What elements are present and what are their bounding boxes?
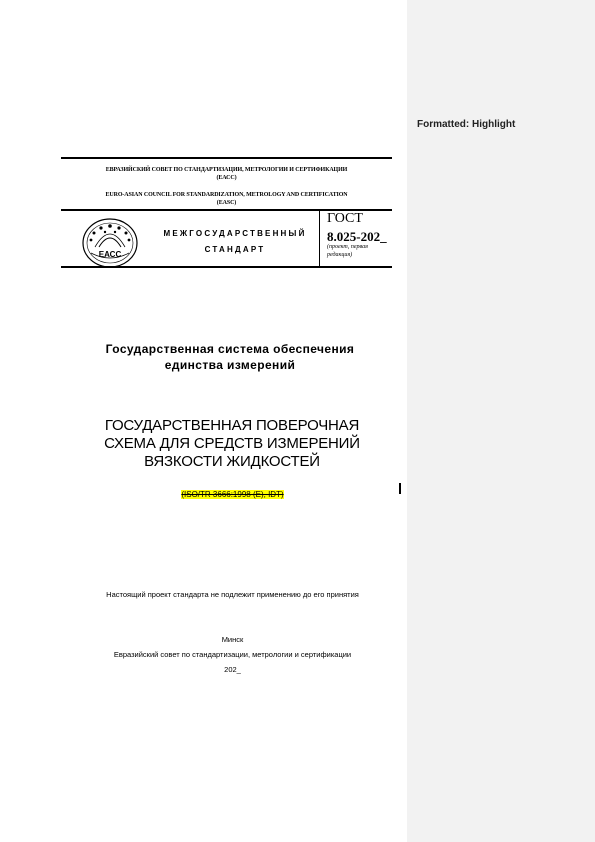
easc-logo-icon — [81, 217, 139, 269]
series-line1: Государственная система обеспечения — [105, 342, 355, 356]
gost-number: 8.025-202_ — [327, 229, 387, 244]
top-rule — [61, 157, 392, 159]
bottom-rule — [61, 266, 392, 268]
iso-reference — [160, 484, 305, 502]
draft-notice: Настоящий проект стандарта не подлежит применению до его принятия — [106, 590, 359, 599]
footer-year: 202_ — [224, 665, 241, 674]
standard-type-line1: МЕЖГОСУДАРСТВЕННЫЙ — [163, 229, 307, 238]
logo-text: ЕАСС — [98, 250, 122, 259]
gost-note: (проект, первая редакция) — [327, 244, 368, 258]
series-title — [80, 341, 380, 373]
title-line1: ГОСУДАРСТВЕННАЯ ПОВЕРОЧНАЯ — [104, 417, 360, 434]
series-line2: единства измерений — [164, 358, 296, 372]
council-en-line2: (EASC) — [216, 200, 237, 206]
document-title — [60, 417, 404, 471]
sidebar-header: Formatted: Highlight — [417, 119, 516, 130]
footer-city: Минск — [221, 635, 244, 644]
title-line2: СХЕМА ДЛЯ СРЕДСТВ ИЗМЕРЕНИЙ — [104, 435, 360, 452]
vertical-divider — [319, 210, 320, 266]
footer-council: Евразийский совет по стандартизации, метрологии и сертификации — [113, 650, 352, 659]
standard-type-line2: СТАНДАРТ — [204, 245, 266, 254]
imprint — [60, 632, 405, 677]
council-ru-line2: (ЕАСС) — [216, 175, 237, 181]
comments-sidebar — [407, 0, 595, 842]
council-en-line1: EURO-ASIAN COUNCIL FOR STANDARDIZATION, METROLOGY AND CERTIFICATION — [105, 192, 348, 198]
gost-label: ГОСТ — [327, 211, 363, 226]
change-bar — [399, 483, 401, 494]
title-line3: ВЯЗКОСТИ ЖИДКОСТЕЙ — [144, 453, 320, 470]
iso-reference-text[interactable]: (ISO/TR 3666:1998 (E), IDT) — [181, 490, 284, 499]
council-ru-line1: ЕВРАЗИЙСКИЙ СОВЕТ ПО СТАНДАРТИЗАЦИИ, МЕТРОЛОГИИ И СЕРТИФИКАЦИИ — [105, 167, 348, 173]
